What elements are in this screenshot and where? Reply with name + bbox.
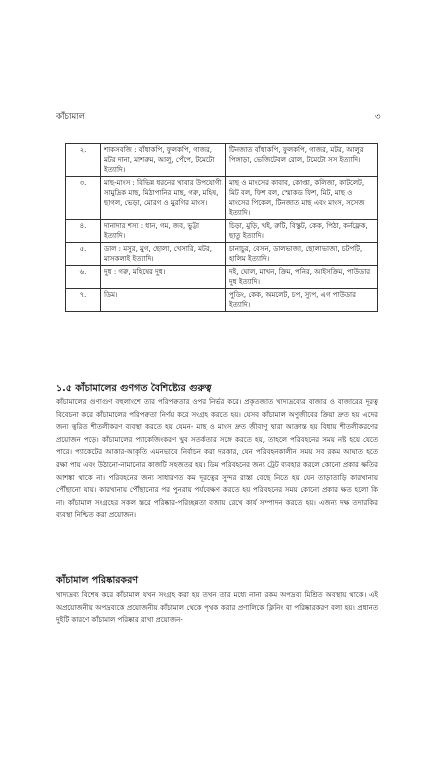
table-row bbox=[66, 177, 378, 220]
row-number-cell: ৫. bbox=[66, 243, 101, 266]
raw-material-products-table bbox=[65, 143, 378, 312]
row-number-cell: ৪. bbox=[66, 220, 101, 243]
row-number-cell: ৬. bbox=[66, 266, 101, 289]
product-cell: দই, ঘোল, মাখন, ক্রিম, পনির, আইসক্রিম, পাউডার দুধ ইত্যাদি। bbox=[226, 266, 378, 289]
section-heading-cleaning: কাঁচামাল পরিষ্কারকরণ bbox=[56, 575, 139, 586]
section-heading-quality-importance: ১.৫ কাঁচামালের গুণগত বৈশিষ্ট্যের গুরুত্ব bbox=[56, 383, 212, 394]
product-cell: মাছ ও মাংসের কাবাব, কোপ্তা, কলিজা, কাটলেট, মিট বল, ফিশ বল, স্মোকড ফিশ, মিট, মাছ ও মাংসের পিকেল, টিনজাত মাছ এবং মাংস, সসেজ ইত্যাদি। bbox=[226, 177, 378, 220]
table-row bbox=[66, 220, 378, 243]
product-cell: চানাচুর, বেসন, ডালভাজা, ছোলাভাজা, চটপটি, হালিম ইত্যাদি। bbox=[226, 243, 378, 266]
running-header-title: কাঁচামাল bbox=[56, 112, 85, 122]
raw-material-cell: ডাল : মসুর, মুগ, ছোলা, খেসারি, মটর, মাসকলাই ইত্যাদি। bbox=[101, 243, 226, 266]
row-number-cell: ৩. bbox=[66, 177, 101, 220]
table-row bbox=[66, 243, 378, 266]
product-cell: টিনজাত বাঁধাকপি, ফুলকপি, গাজর, মটর, আলুর পিঙ্গাড়া, ভেজিটেবল রোল, টমেটো সস ইত্যাদি। bbox=[226, 144, 378, 177]
section-paragraph-quality-importance: কাঁচামালের গুণাগুণ বহুলাংশে তার পরিপক্বতার ওপর নির্ভর করে। প্রকৃতজাত খাদ্যদ্রব্যের বাজার ও বাজারের দূরত্ব বিবেচনা করে কাঁচামালের পরিপক্বতা নির্ণয় করে সংগ্রহ করতে হয়। যেসব কাঁচামাল অণুজীবের ক্রিয়া দ্রুত হয় এদের জন্য ত্বরিত শীতলীকরণ ব্যবস্থা করতে হয় যেমন- মাছ ও মাংস দ্রুত জীবাণু দ্বারা আক্রান্ত হয় বিধায় শীতলীকরণের প্রয়োজন পড়ে। কাঁচামালের প্যাকেজিংকরণ খুব সতর্কতার সঙ্গে করতে হয়, তাহলে পরিবহনের সময় নষ্ট হয়ে যেতে পারে। প্যাকেটের আকার-আকৃতি এমনভাবে নির্বাচন করা দরকার, যেন পরিবহনকালীন সময় সব রকম আঘাত হতে রক্ষা পায় এবং উঠানো-নামানোর কাজটি সহজতর হয়। ডিম পরিবহনের জন্য ট্রেট ব্যবহার করলে কোনো প্রকার ক্ষতির আশঙ্কা থাকে না। পরিবহনের জন্য সাধারণত কম দূরত্বের সুন্দর রাস্তা বেছে নিতে হয় যেন তাড়াতাড়ি কারখানায় পৌঁছানো যায়। কারখানায় পৌঁছানোর পর পুনরায় পর্যবেক্ষণ করতে হয় পরিবহনের সময় কোনো প্রকার ক্ষত হলো কি না। কাঁচামাল সংগ্রহের সকল স্তরে পরিষ্কার-পরিচ্ছন্নতা বজায় রেখে কার্য সম্পাদন করতে হয়। এজন্য দক্ষ তদারকির ব্যবস্থা নিশ্চিত করা প্রয়োজন। bbox=[56, 398, 378, 520]
raw-material-cell: ডিম। bbox=[101, 289, 226, 312]
row-number-cell: ২. bbox=[66, 144, 101, 177]
raw-material-cell: শাকসবজি : বাঁধাকপি, ফুলকপি, গাজর, মটর দানা, মাশরুম, আলু, পেঁপে, টমেটো ইত্যাদি। bbox=[101, 144, 226, 177]
table-body bbox=[66, 144, 378, 312]
table-row bbox=[66, 144, 378, 177]
section-paragraph-cleaning: খাদ্যদ্রব্য বিশেষ করে কাঁচামাল যখন সংগ্রহ করা হয় তখন তার মধ্যে নানা রকম অপদ্রব্য মিশ্রিত অবস্থায় থাকে। এই অপ্রয়োজনীয় অপদ্রব্যকে প্রয়োজনীয় কাঁচামাল থেকে পৃথক করার প্রণালিকে ক্লিনিং বা পরিষ্কারকরণ বলা হয়। প্রধানত দুইটি কারণে কাঁচামাল পরিষ্কার রাখা প্রয়োজন- bbox=[56, 591, 378, 625]
raw-material-cell: দানাদার শস্য : ধান, গম, জব, ভুট্টা ইত্যাদি। bbox=[101, 220, 226, 243]
table-row bbox=[66, 266, 378, 289]
raw-material-cell: দুধ : গরু, মহিষের দুধ। bbox=[101, 266, 226, 289]
table-row bbox=[66, 289, 378, 312]
page-number: ৩ bbox=[375, 112, 381, 122]
row-number-cell: ৭. bbox=[66, 289, 101, 312]
product-cell: পুডিং, কেক, অমলেট, চপ, স্যুপ, এগ পাউডার ইত্যাদি। bbox=[226, 289, 378, 312]
raw-material-cell: মাছ-মাংস : বিভিন্ন ধরনের খাবার উপযোগী সামুদ্রিক মাছ, মিঠাপানির মাছ, গরু, মহিষ, ছাগল, ভেড়া, মোরগ ও মুরগির মাংস। bbox=[101, 177, 226, 220]
product-cell: চিড়া, মুড়ি, খই, রুটি, বিস্কুট, কেক, পিঠা, কর্নফ্লেক, ছাতু ইত্যাদি। bbox=[226, 220, 378, 243]
